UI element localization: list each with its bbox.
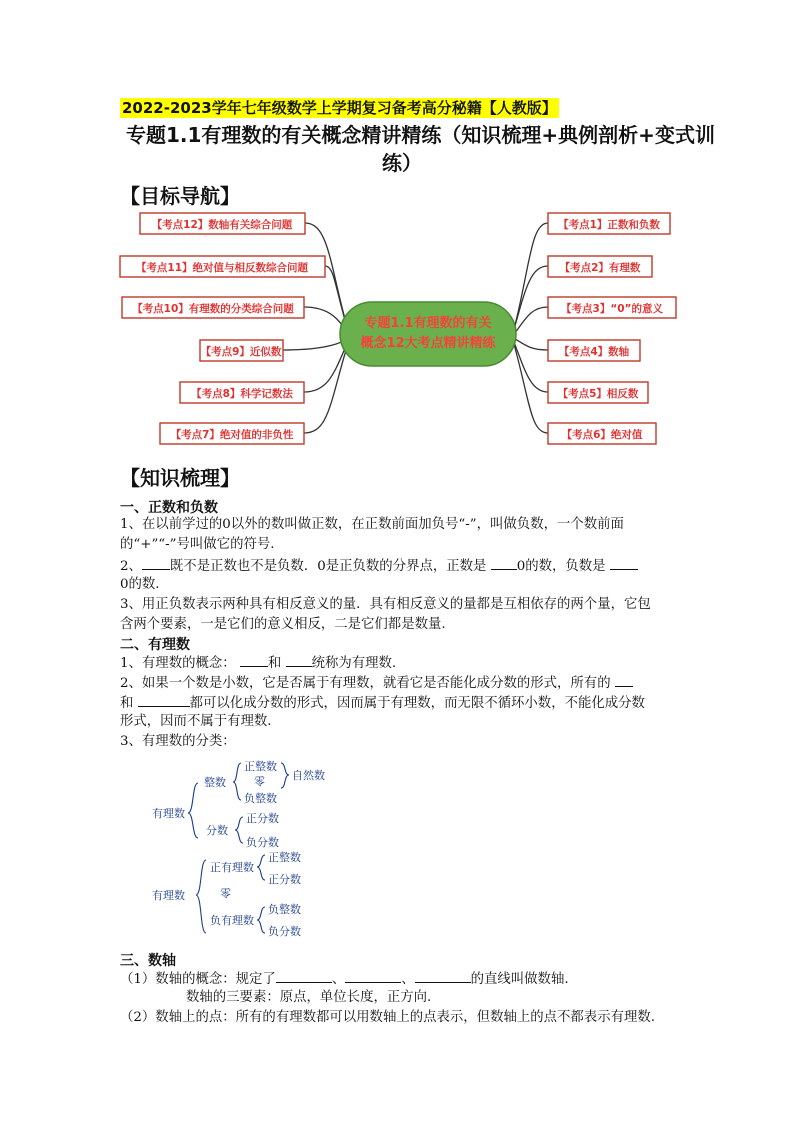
brace-negative xyxy=(257,907,265,933)
brace-integer xyxy=(233,763,241,800)
page-title-continued: 练） xyxy=(382,151,422,175)
text-fragment: 都可以化成分数的形式，因而属于有理数，而无限不循环小数，不能化成分数 xyxy=(189,696,645,711)
fill-blank[interactable] xyxy=(491,555,517,570)
topic-1: 【考点1】正数和负数 xyxy=(558,219,660,231)
d1-negative-integer: 负整数 xyxy=(244,792,277,805)
d2-negative-integer: 负整数 xyxy=(268,903,301,916)
paragraph-2-2b xyxy=(120,692,645,714)
fill-blank[interactable] xyxy=(415,968,471,983)
topic-7: 【考点7】绝对值的非负性 xyxy=(170,429,294,441)
d1-natural-number: 自然数 xyxy=(292,769,325,782)
d2-negative-rational: 负有理数 xyxy=(210,914,254,927)
heading-positive-negative: 一、正数和负数 xyxy=(120,500,218,516)
paragraph-2-2a xyxy=(120,672,633,694)
brace-positive xyxy=(257,855,265,880)
topic-11: 【考点11】绝对值与相反数综合问题 xyxy=(135,262,309,274)
topic-9: 【考点9】近似数 xyxy=(200,346,282,358)
text-fragment: 和 xyxy=(267,656,286,671)
brace-fraction xyxy=(235,817,243,843)
paragraph-3-1b: 数轴的三要素：原点，单位长度，正方向. xyxy=(186,990,432,1005)
text-fragment: （1）数轴的概念：规定了 xyxy=(120,972,276,987)
d2-positive-fraction: 正分数 xyxy=(268,873,301,886)
center-text-line1: 专题1.1有理数的有关 xyxy=(364,316,492,331)
topic-12: 【考点12】数轴有关综合问题 xyxy=(151,219,293,231)
fill-blank[interactable] xyxy=(142,555,170,570)
fill-blank[interactable] xyxy=(240,652,268,667)
paragraph-1-1a: 1、在以前学过的0以外的数叫做正数，在正数前面加负号“-”，叫做负数，一个数前面 xyxy=(120,517,624,532)
text-fragment: 既不是正数也不是负数．0是正负数的分界点，正数是 xyxy=(169,559,491,574)
right-topic-boxes xyxy=(548,213,676,444)
mindmap-center-node xyxy=(340,302,516,366)
text-fragment: 统称为有理数. xyxy=(311,656,397,671)
d2-root: 有理数 xyxy=(152,889,185,902)
connector-right-2 xyxy=(512,266,548,337)
series-banner: 2022-2023学年七年级数学上学期复习备考高分秘籍【人教版】 xyxy=(122,99,557,117)
topic-3: 【考点3】“0”的意义 xyxy=(561,303,663,315)
d2-positive-rational: 正有理数 xyxy=(210,861,254,874)
center-text-line2: 概念12大考点精讲精练 xyxy=(360,336,496,351)
fill-blank[interactable] xyxy=(610,555,638,570)
d1-positive-integer: 正整数 xyxy=(244,760,277,773)
d1-integer: 整数 xyxy=(204,776,226,789)
d1-root: 有理数 xyxy=(152,807,185,820)
paragraph-2-3: 3、有理数的分类： xyxy=(120,734,236,749)
d1-fraction: 分数 xyxy=(206,824,228,837)
topic-5: 【考点5】相反数 xyxy=(557,388,639,400)
text-fragment: 2、 xyxy=(120,559,142,574)
connector-right-5 xyxy=(512,337,548,392)
section-target-navigation: 【目标导航】 xyxy=(120,184,240,208)
d2-negative-fraction: 负分数 xyxy=(268,925,301,938)
fill-blank[interactable] xyxy=(615,672,633,687)
brace-natural xyxy=(281,763,289,788)
d1-positive-fraction: 正分数 xyxy=(246,812,279,825)
heading-number-line: 三、数轴 xyxy=(120,953,176,969)
paragraph-3-2: （2）数轴上的点：所有的有理数都可以用数轴上的点表示，但数轴上的点不都表示有理数. xyxy=(120,1010,656,1025)
paragraph-1-3a: 3、用正负数表示两种具有相反意义的量．具有相反意义的量都是互相依存的两个量，它包 xyxy=(120,597,651,612)
paragraph-2-2c: 形式，因而不属于有理数. xyxy=(120,714,272,729)
text-fragment: 、 xyxy=(331,972,346,987)
brace-root-2 xyxy=(196,860,206,933)
brace-root-1 xyxy=(188,783,198,838)
fill-blank[interactable] xyxy=(286,652,312,667)
d2-positive-integer: 正整数 xyxy=(268,851,301,864)
paragraph-1-1b: 的“+”“-”号叫做它的符号. xyxy=(120,537,275,552)
paragraph-1-3b: 含两个要素，一是它们的意义相反，二是它们都是数量. xyxy=(120,617,446,632)
connector-right-3 xyxy=(512,307,548,337)
classification-diagrams xyxy=(140,755,380,945)
paragraph-1-2b: 0的数. xyxy=(120,577,160,592)
paragraph-1-2a xyxy=(120,555,638,577)
mindmap-diagram xyxy=(0,200,800,450)
d1-zero: 零 xyxy=(254,775,265,788)
text-fragment: 和 xyxy=(120,696,138,711)
topic-6: 【考点6】绝对值 xyxy=(561,429,643,441)
fill-blank[interactable] xyxy=(345,968,401,983)
text-fragment: 0的数，负数是 xyxy=(516,559,610,574)
connector-right-4 xyxy=(512,337,548,350)
fill-blank[interactable] xyxy=(276,968,332,983)
text-fragment: 的直线叫做数轴. xyxy=(470,972,569,987)
paragraph-2-1 xyxy=(120,652,396,674)
text-fragment: 1、有理数的概念： xyxy=(120,656,240,671)
topic-4: 【考点4】数轴 xyxy=(558,346,630,358)
text-fragment: 2、如果一个数是小数，它是否属于有理数，就看它是否能化成分数的形式，所有的 xyxy=(120,676,615,691)
left-topic-boxes xyxy=(120,213,325,444)
section-knowledge: 【知识梳理】 xyxy=(120,466,240,490)
page-title: 专题1.1有理数的有关概念精讲精练（知识梳理+典例剖析+变式训 xyxy=(126,123,715,147)
paragraph-3-1a xyxy=(120,968,569,990)
topic-8: 【考点8】科学记数法 xyxy=(191,388,293,400)
d1-negative-fraction: 负分数 xyxy=(246,836,279,849)
topic-2: 【考点2】有理数 xyxy=(559,262,641,274)
topic-10: 【考点10】有理数的分类综合问题 xyxy=(132,303,294,315)
heading-rational-numbers: 二、有理数 xyxy=(120,637,190,653)
text-fragment: 、 xyxy=(401,972,415,987)
d2-zero: 零 xyxy=(220,887,231,900)
fill-blank[interactable] xyxy=(138,692,190,707)
